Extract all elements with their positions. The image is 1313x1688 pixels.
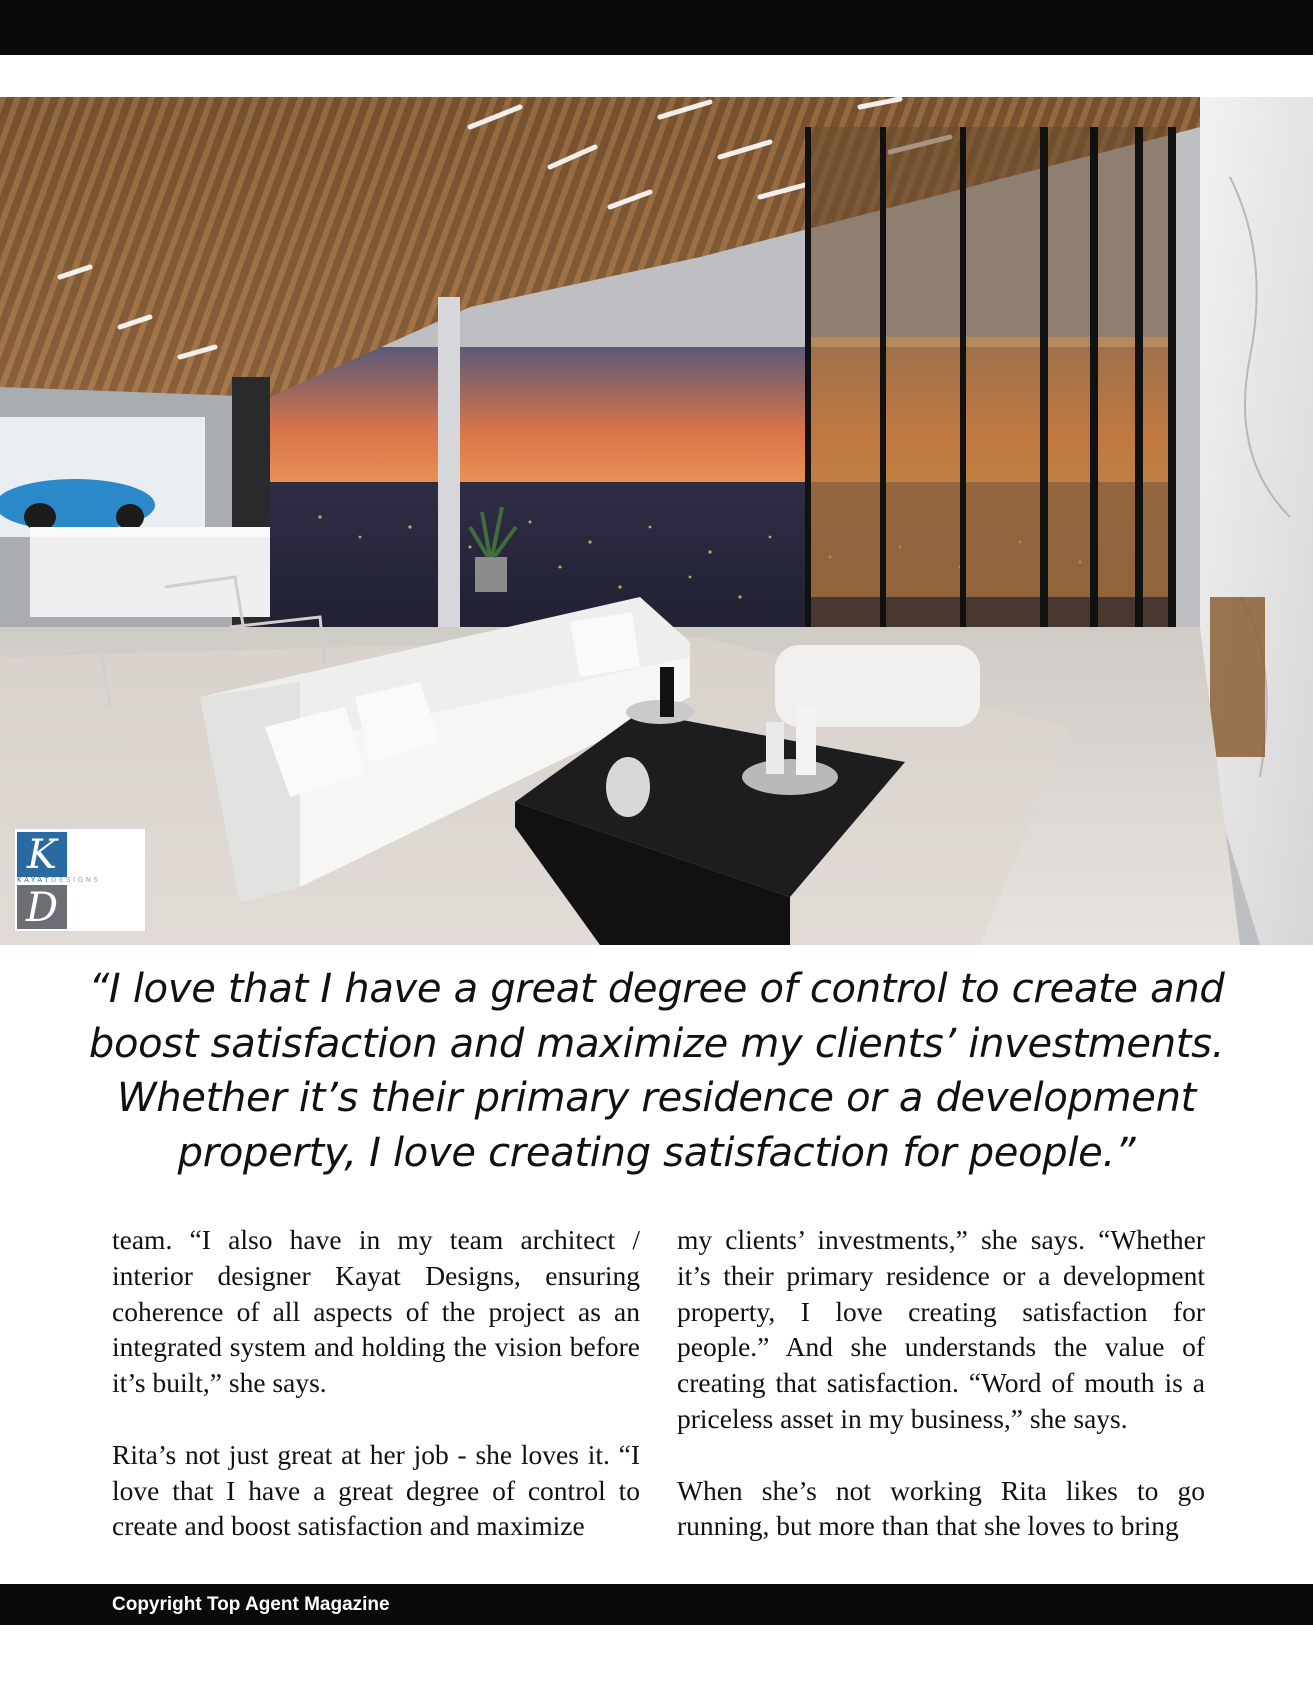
logo-k-mark-icon: K (17, 832, 67, 877)
left-paragraph-2: Rita’s not just great at her job - she loves it. “I love that I have a great degree of control to create and boost satisfaction and maximize (112, 1438, 640, 1542)
logo-d-mark-icon: D (17, 885, 67, 929)
article-left-column (112, 1222, 640, 1580)
right-paragraph-1: my clients’ investments,” she says. “Whether it’s their primary residence or a development property, I love creating satisfaction for people.” And she understands the value of creating that satisfaction. “Word of mouth is a priceless asset in my business,” she says. (677, 1224, 1205, 1434)
footer-bar (0, 1584, 1313, 1625)
pull-quote: “I love that I have a great degree of control to create and boost satisfaction and maximize my clients’ investments. Whether it’s their primary residence or a development property, I love creating satisfaction for people.” (88, 966, 1225, 1176)
top-bar (0, 0, 1313, 55)
interior-rendering (0, 97, 1313, 945)
right-paragraph-2: When she’s not working Rita likes to go running, but more than that she loves to bring (677, 1474, 1205, 1542)
article-right-column (677, 1222, 1205, 1580)
hero-photo (0, 97, 1313, 945)
copyright-text: Copyright Top Agent Magazine (112, 1594, 390, 1615)
kayat-designs-logo (14, 828, 146, 932)
left-paragraph-1: team. “I also have in my team architect / interior designer Kayat Designs, ensuring coherence of all aspects of the project as an integrated system and holding the vision before it’s built,” she says. (112, 1224, 640, 1399)
logo-wordmark: KAYATDESIGNS (17, 876, 101, 884)
